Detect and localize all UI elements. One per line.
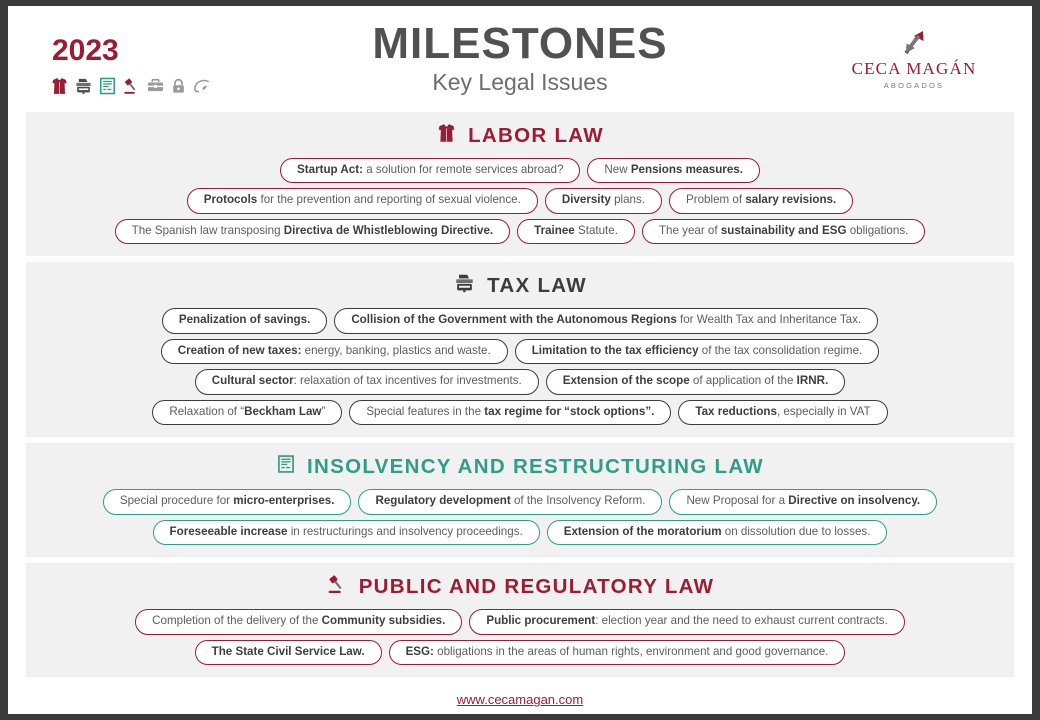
milestone-pill[interactable]: Special features in the tax regime for “stock options”. xyxy=(349,400,671,425)
section-title-tax-law: TAX LAW xyxy=(487,273,587,297)
milestone-pill[interactable]: New Pensions measures. xyxy=(587,158,760,183)
logo-tagline: ABOGADOS xyxy=(883,81,945,90)
milestone-pill[interactable]: ESG: obligations in the areas of human rights, environment and good governance. xyxy=(389,640,846,665)
milestone-pill[interactable]: Tax reductions, especially in VAT xyxy=(678,400,887,425)
section-public-and-regulatory-law xyxy=(26,563,1014,677)
milestone-pill[interactable]: Startup Act: a solution for remote services abroad? xyxy=(280,158,580,183)
milestone-pill[interactable]: Public procurement: election year and the need to exhaust current contracts. xyxy=(469,609,904,634)
milestone-pill[interactable]: Trainee Statute. xyxy=(517,219,635,244)
pill-row xyxy=(32,339,1008,364)
website-link[interactable]: www.cecamagan.com xyxy=(456,692,584,708)
pill-row xyxy=(32,400,1008,425)
pill-row xyxy=(32,609,1008,634)
pill-row xyxy=(32,158,1008,183)
logo-company-name: CECA MAGÁN xyxy=(851,59,977,78)
section-header-public-and-regulatory-law xyxy=(32,573,1008,600)
section-title-labor-law: LABOR LAW xyxy=(468,123,604,147)
milestone-pill[interactable]: Extension of the moratorium on dissolution due to losses. xyxy=(547,520,888,545)
milestone-pill[interactable]: Creation of new taxes: energy, banking, plastics and waste. xyxy=(161,339,508,364)
milestone-pill[interactable]: Extension of the scope of application of the IRNR. xyxy=(546,369,845,394)
milestone-pill[interactable]: Limitation to the tax efficiency of the tax consolidation regime. xyxy=(515,339,880,364)
milestone-pill[interactable]: Regulatory development of the Insolvency Reform. xyxy=(358,489,662,514)
pill-row xyxy=(32,369,1008,394)
page-title: MILESTONES xyxy=(372,19,668,68)
milestone-pill[interactable]: The year of sustainability and ESG obligations. xyxy=(642,219,925,244)
logo-arrows-icon xyxy=(834,28,994,58)
milestone-pill[interactable]: Protocols for the prevention and reporting of sexual violence. xyxy=(187,188,538,213)
milestone-pill[interactable]: Cultural sector: relaxation of tax incentives for investments. xyxy=(195,369,539,394)
section-header-insolvency-and-restructuring-law xyxy=(32,453,1008,480)
milestone-pill[interactable]: Problem of salary revisions. xyxy=(669,188,853,213)
year-label: 2023 xyxy=(52,34,119,67)
milestone-pill[interactable]: The State Civil Service Law. xyxy=(195,640,382,665)
section-tax-law xyxy=(26,262,1014,437)
page-header xyxy=(8,6,1032,112)
pill-row xyxy=(32,188,1008,213)
gavel-icon xyxy=(326,573,348,600)
sections-container xyxy=(8,112,1032,677)
page-footer xyxy=(8,683,1032,709)
section-title-insolvency-and-restructuring-law: INSOLVENCY AND RESTRUCTURING LAW xyxy=(307,454,764,478)
pill-row xyxy=(32,640,1008,665)
pill-row xyxy=(32,489,1008,514)
section-header-labor-law xyxy=(32,122,1008,149)
milestone-pill[interactable]: Completion of the delivery of the Community subsidies. xyxy=(135,609,462,634)
section-insolvency-and-restructuring-law xyxy=(26,443,1014,557)
milestone-pill[interactable]: Special procedure for micro-enterprises. xyxy=(103,489,352,514)
milestone-pill[interactable]: Foreseeable increase in restructurings and insolvency proceedings. xyxy=(153,520,540,545)
milestone-pill[interactable]: New Proposal for a Directive on insolvency. xyxy=(669,489,937,514)
shirt-icon xyxy=(436,122,457,149)
page-subtitle: Key Legal Issues xyxy=(432,68,608,95)
milestone-pill[interactable]: Penalization of savings. xyxy=(162,308,327,333)
milestone-pill[interactable]: Relaxation of “Beckham Law” xyxy=(152,400,342,425)
cash-register-icon xyxy=(453,272,476,299)
section-labor-law xyxy=(26,112,1014,256)
pill-row xyxy=(32,520,1008,545)
milestone-pill[interactable]: The Spanish law transposing Directiva de Whistleblowing Directive. xyxy=(115,219,511,244)
company-logo[interactable] xyxy=(834,28,994,90)
milestone-pill[interactable]: Diversity plans. xyxy=(545,188,662,213)
infographic-page xyxy=(8,6,1032,714)
milestone-pill[interactable]: Collision of the Government with the Autonomous Regions for Wealth Tax and Inheritance Tax. xyxy=(334,308,878,333)
section-header-tax-law xyxy=(32,272,1008,299)
pill-row xyxy=(32,219,1008,244)
document-icon xyxy=(276,453,296,480)
section-title-public-and-regulatory-law: PUBLIC AND REGULATORY LAW xyxy=(358,574,715,598)
pill-row xyxy=(32,308,1008,333)
